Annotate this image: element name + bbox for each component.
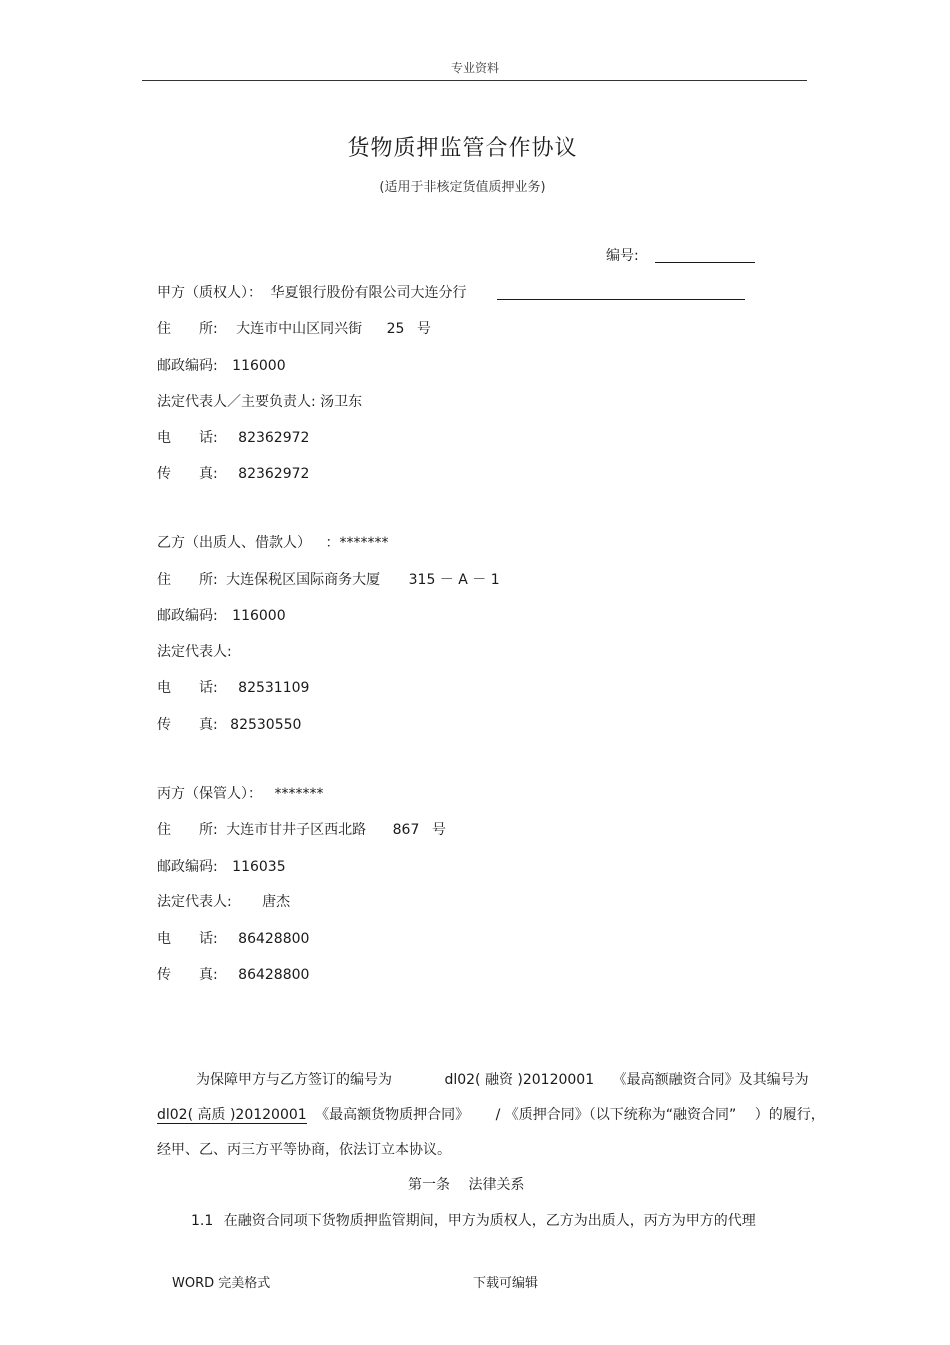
- party-a-postcode: [157, 355, 286, 375]
- party-a-heading: 甲方（质权人）：: [157, 285, 262, 301]
- party-a-postcode-value: 116000: [232, 358, 286, 374]
- party-a-address-value: 大连市中山区同兴街: [236, 321, 363, 337]
- party-a-rep-label: 法定代表人／主要负责人:: [157, 394, 316, 410]
- party-b-representative: [157, 641, 232, 661]
- party-b-heading: 乙方（出质人、借款人）: [157, 535, 311, 551]
- party-b-address-label: 住 所:: [157, 572, 218, 588]
- p2-text-b: 《最高额货物质押合同》: [315, 1107, 470, 1123]
- party-c-representative: [157, 891, 290, 911]
- party-a-address-number: 25: [386, 321, 405, 337]
- clause-number: 1.1: [191, 1213, 214, 1229]
- party-b-heading-row: [157, 532, 388, 552]
- party-c-postcode-value: 116035: [232, 859, 286, 875]
- party-a-phone-value: 82362972: [238, 430, 310, 446]
- party-b-phone: [157, 677, 309, 697]
- clause-text: 在融资合同项下货物质押监管期间，甲方为质权人，乙方为出质人，丙方为甲方的代理: [223, 1213, 756, 1229]
- party-c-address: [157, 819, 446, 839]
- party-a-fax-value: 82362972: [238, 466, 310, 482]
- party-b-phone-value: 82531109: [238, 680, 310, 696]
- p2-text-d: ）的履行，: [754, 1107, 825, 1123]
- party-b-phone-label: 电 话:: [157, 680, 218, 696]
- party-a-name: 华夏银行股份有限公司大连分行: [270, 285, 467, 301]
- party-c-name: *******: [274, 786, 324, 802]
- party-a-phone-label: 电 话:: [157, 430, 218, 446]
- party-c-heading-row: [157, 783, 323, 803]
- paragraph-line-2: [157, 1104, 825, 1124]
- party-c-rep-value: 唐杰: [262, 894, 291, 910]
- page-header: 专业资料: [450, 61, 499, 75]
- party-b-fax-label: 传 真:: [157, 717, 218, 733]
- footer-left: WORD 完美格式: [172, 1276, 271, 1291]
- party-c-address-value: 大连市甘井子区西北路: [226, 822, 367, 838]
- p1-text-a: 为保障甲方与乙方签订的编号为: [196, 1072, 392, 1088]
- party-c-address-suffix: 号: [431, 822, 446, 838]
- p2-contract-number: dl02( 高质 )20120001: [157, 1107, 307, 1123]
- party-c-address-label: 住 所:: [157, 822, 218, 838]
- party-c-fax: [157, 964, 309, 984]
- party-a-heading-row: [157, 282, 745, 302]
- p2-text-c: / 《质押合同》（以下统称为“融资合同”: [495, 1107, 737, 1123]
- party-c-postcode-label: 邮政编码:: [157, 859, 218, 875]
- contract-number-label: 编号:: [606, 248, 639, 264]
- party-c-phone-value: 86428800: [238, 931, 310, 947]
- party-c-fax-label: 传 真:: [157, 967, 218, 983]
- party-a-postcode-label: 邮政编码:: [157, 358, 218, 374]
- party-c-postcode: [157, 856, 286, 876]
- party-a-rep-value: 汤卫东: [320, 394, 363, 410]
- party-c-fax-value: 86428800: [238, 967, 310, 983]
- party-b-rep-label: 法定代表人:: [157, 644, 232, 660]
- party-a-address-suffix: 号: [416, 321, 431, 337]
- party-b-address-number: 315 － A － 1: [408, 572, 500, 588]
- party-a-name-blank: [497, 283, 745, 300]
- party-a-address-label: 住 所:: [157, 321, 218, 337]
- p1-text-c: 《最高额融资合同》及其编号为: [612, 1072, 809, 1088]
- party-c-phone: [157, 928, 309, 948]
- party-a-address: [157, 318, 431, 338]
- article-title: 第一条 法律关系: [408, 1177, 525, 1193]
- footer-right: 下载可编辑: [473, 1276, 539, 1291]
- party-a-fax: [157, 463, 309, 483]
- party-a-representative: [157, 391, 362, 411]
- party-b-postcode: [157, 605, 286, 625]
- party-c-phone-label: 电 话:: [157, 931, 218, 947]
- party-b-postcode-value: 116000: [232, 608, 286, 624]
- header-divider: [142, 80, 807, 81]
- party-a-fax-label: 传 真:: [157, 466, 218, 482]
- party-b-address-value: 大连保税区国际商务大厦: [226, 572, 381, 588]
- party-a-phone: [157, 427, 309, 447]
- party-c-address-number: 867: [392, 822, 420, 838]
- party-b-name: ：*******: [325, 535, 389, 551]
- contract-number-blank: [655, 246, 755, 263]
- party-c-rep-label: 法定代表人:: [157, 894, 232, 910]
- contract-number: [606, 245, 755, 265]
- party-b-address: [157, 569, 500, 589]
- party-c-heading: 丙方（保管人）：: [157, 786, 262, 802]
- paragraph-line-1: [196, 1069, 809, 1089]
- party-b-postcode-label: 邮政编码:: [157, 608, 218, 624]
- party-b-fax: [157, 714, 301, 734]
- paragraph-line-3: 经甲、乙、丙三方平等协商，依法订立本协议。: [157, 1142, 451, 1158]
- party-b-fax-value: 82530550: [230, 717, 302, 733]
- p1-contract-number: dl02( 融资 )20120001: [444, 1072, 595, 1088]
- clause-1-1: [191, 1210, 756, 1230]
- document-subtitle: (适用于非核定货值质押业务): [379, 180, 546, 195]
- document-title: 货物质押监管合作协议: [347, 136, 578, 161]
